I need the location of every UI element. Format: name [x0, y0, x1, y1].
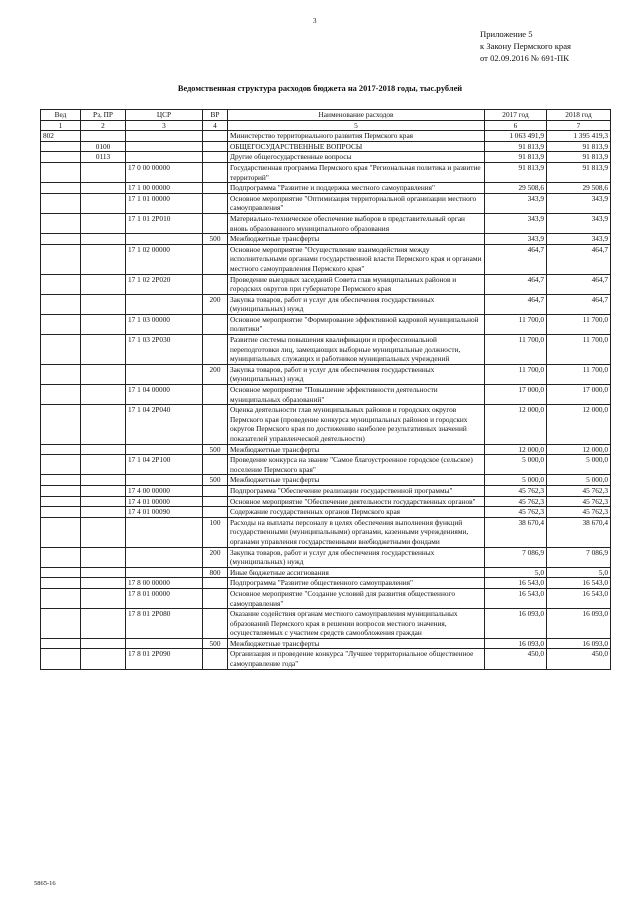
table-row: [41, 649, 611, 669]
cell-rz-pr: [81, 455, 126, 475]
table-row: [41, 141, 611, 152]
cell-ved: [41, 234, 81, 245]
cell-2017: 16 093,0: [485, 638, 547, 649]
cell-name: Оценка деятельности глав муниципальных районов и городских округов Пермского края (проведение конкурса муниципальных районов и городских округов Пермского края по достижению наиболее результативных значений показателей управленческой деятельности): [228, 405, 485, 444]
cell-vr: 500: [203, 444, 228, 455]
cell-name: Подпрограмма "Развитие общественного самоуправления": [228, 578, 485, 589]
cell-2018: 38 670,4: [547, 517, 611, 547]
cell-name: Межбюджетные трансферты: [228, 444, 485, 455]
cell-csr: [126, 152, 203, 163]
cell-csr: 17 4 01 00000: [126, 496, 203, 507]
table-row: [41, 274, 611, 294]
cell-name: Проведение выездных заседаний Совета глав муниципальных районов и городских округов при губернаторе Пермского края: [228, 274, 485, 294]
cell-2017: 343,9: [485, 213, 547, 233]
cell-csr: 17 1 04 2Р040: [126, 405, 203, 444]
cell-csr: 17 1 00 00000: [126, 183, 203, 194]
cell-vr: [203, 131, 228, 142]
cell-rz-pr: [81, 213, 126, 233]
cell-rz-pr: [81, 567, 126, 578]
cell-rz-pr: [81, 314, 126, 334]
cell-vr: 500: [203, 638, 228, 649]
cell-name: Подпрограмма "Обеспечение реализации государственной программы": [228, 485, 485, 496]
cell-2018: 1 395 419,3: [547, 131, 611, 142]
cell-csr: [126, 567, 203, 578]
appendix-block: [480, 28, 571, 64]
cell-2018: 11 700,0: [547, 314, 611, 334]
cell-2017: 29 508,6: [485, 183, 547, 194]
cell-2018: 91 813,9: [547, 141, 611, 152]
cell-name: Другие общегосударственные вопросы: [228, 152, 485, 163]
cell-csr: 17 1 02 2Р020: [126, 274, 203, 294]
cell-2018: 464,7: [547, 244, 611, 274]
cell-name: Развитие системы повышения квалификации и профессиональной переподготовки лиц, замещающих выборные муниципальные должности, муниципальных служащих и работников муниципальных учреждений: [228, 335, 485, 365]
table-row: [41, 547, 611, 567]
cell-2017: 464,7: [485, 294, 547, 314]
cell-rz-pr: [81, 638, 126, 649]
cell-ved: [41, 455, 81, 475]
column-number: 1: [41, 120, 81, 131]
cell-rz-pr: [81, 547, 126, 567]
cell-rz-pr: [81, 131, 126, 142]
cell-vr: [203, 335, 228, 365]
cell-vr: [203, 162, 228, 182]
cell-2017: 12 000,0: [485, 405, 547, 444]
cell-2018: 11 700,0: [547, 364, 611, 384]
cell-vr: [203, 141, 228, 152]
cell-vr: [203, 274, 228, 294]
cell-csr: 17 1 04 2Р100: [126, 455, 203, 475]
cell-ved: [41, 162, 81, 182]
document-title: Ведомственная структура расходов бюджета на 2017-2018 годы, тыс.рублей: [177, 84, 463, 93]
cell-2017: 45 762,3: [485, 496, 547, 507]
cell-rz-pr: 0113: [81, 152, 126, 163]
cell-csr: [126, 638, 203, 649]
cell-2018: 5,0: [547, 567, 611, 578]
table-row: [41, 444, 611, 455]
cell-csr: [126, 141, 203, 152]
header-row: [41, 110, 611, 121]
cell-2018: 11 700,0: [547, 335, 611, 365]
cell-2017: 5 000,0: [485, 455, 547, 475]
cell-rz-pr: [81, 578, 126, 589]
cell-rz-pr: [81, 244, 126, 274]
cell-csr: 17 8 00 00000: [126, 578, 203, 589]
cell-ved: [41, 638, 81, 649]
cell-ved: [41, 547, 81, 567]
cell-ved: 802: [41, 131, 81, 142]
column-number: 3: [126, 120, 203, 131]
cell-2017: 450,0: [485, 649, 547, 669]
table-row: [41, 517, 611, 547]
cell-2017: 45 762,3: [485, 507, 547, 518]
cell-vr: 800: [203, 567, 228, 578]
cell-2018: 343,9: [547, 234, 611, 245]
cell-2017: 1 063 491,9: [485, 131, 547, 142]
cell-2017: 16 543,0: [485, 578, 547, 589]
cell-vr: 200: [203, 547, 228, 567]
column-number: 2: [81, 120, 126, 131]
table-row: [41, 364, 611, 384]
footer-code: 5865-16: [34, 880, 56, 887]
table-row: [41, 152, 611, 163]
cell-csr: [126, 364, 203, 384]
cell-csr: 17 8 01 2Р090: [126, 649, 203, 669]
cell-rz-pr: [81, 475, 126, 486]
cell-name: Межбюджетные трансферты: [228, 234, 485, 245]
table-row: [41, 244, 611, 274]
table-row: [41, 609, 611, 639]
cell-2018: 12 000,0: [547, 444, 611, 455]
cell-ved: [41, 364, 81, 384]
table-row: [41, 455, 611, 475]
cell-vr: [203, 152, 228, 163]
cell-2017: 464,7: [485, 244, 547, 274]
table-row: [41, 567, 611, 578]
cell-csr: [126, 517, 203, 547]
cell-ved: [41, 578, 81, 589]
cell-2017: 7 086,9: [485, 547, 547, 567]
cell-csr: 17 1 03 2Р030: [126, 335, 203, 365]
cell-csr: 17 1 03 00000: [126, 314, 203, 334]
table-row: [41, 213, 611, 233]
cell-ved: [41, 335, 81, 365]
cell-rz-pr: [81, 364, 126, 384]
cell-ved: [41, 649, 81, 669]
cell-ved: [41, 485, 81, 496]
cell-rz-pr: [81, 193, 126, 213]
cell-2017: 343,9: [485, 234, 547, 245]
cell-vr: [203, 609, 228, 639]
table-row: [41, 588, 611, 608]
budget-table: [40, 109, 611, 670]
table-row: [41, 294, 611, 314]
column-number: 5: [228, 120, 485, 131]
cell-ved: [41, 385, 81, 405]
cell-2018: 343,9: [547, 213, 611, 233]
cell-2017: 11 700,0: [485, 314, 547, 334]
cell-2018: 343,9: [547, 193, 611, 213]
header-csr: ЦСР: [126, 110, 203, 121]
cell-csr: 17 8 01 2Р080: [126, 609, 203, 639]
cell-2018: 45 762,3: [547, 496, 611, 507]
header-2017: 2017 год: [485, 110, 547, 121]
table-row: [41, 183, 611, 194]
cell-ved: [41, 405, 81, 444]
cell-rz-pr: [81, 609, 126, 639]
cell-csr: [126, 444, 203, 455]
table-row: [41, 496, 611, 507]
cell-ved: [41, 183, 81, 194]
cell-2018: 91 813,9: [547, 162, 611, 182]
cell-2017: 17 000,0: [485, 385, 547, 405]
cell-2018: 17 000,0: [547, 385, 611, 405]
cell-name: Организация и проведение конкурса "Лучшее территориальное общественное самоуправление года": [228, 649, 485, 669]
cell-rz-pr: [81, 234, 126, 245]
cell-rz-pr: [81, 496, 126, 507]
appendix-line-1: Приложение 5: [480, 29, 533, 39]
cell-name: Основное мероприятие "Обеспечение деятельности государственных органов": [228, 496, 485, 507]
cell-vr: [203, 496, 228, 507]
cell-vr: 200: [203, 364, 228, 384]
cell-csr: [126, 475, 203, 486]
cell-vr: [203, 578, 228, 589]
cell-name: Оказание содействия органам местного самоуправления муниципальных образований Пермского края в решении вопросов местного значения, осуществляемых с участием средств самообложения граждан: [228, 609, 485, 639]
cell-ved: [41, 141, 81, 152]
header-vr: ВР: [203, 110, 228, 121]
cell-vr: [203, 485, 228, 496]
cell-rz-pr: 0100: [81, 141, 126, 152]
table-row: [41, 162, 611, 182]
cell-ved: [41, 588, 81, 608]
cell-2017: 38 670,4: [485, 517, 547, 547]
cell-rz-pr: [81, 588, 126, 608]
cell-vr: [203, 507, 228, 518]
cell-name: Государственная программа Пермского края "Региональная политика и развитие территорий": [228, 162, 485, 182]
cell-rz-pr: [81, 405, 126, 444]
cell-vr: [203, 455, 228, 475]
cell-vr: [203, 213, 228, 233]
cell-rz-pr: [81, 444, 126, 455]
cell-csr: [126, 294, 203, 314]
cell-name: Межбюджетные трансферты: [228, 475, 485, 486]
cell-rz-pr: [81, 485, 126, 496]
cell-rz-pr: [81, 517, 126, 547]
cell-2018: 16 543,0: [547, 578, 611, 589]
cell-csr: 17 4 00 00000: [126, 485, 203, 496]
table-row: [41, 385, 611, 405]
cell-vr: [203, 193, 228, 213]
cell-2018: 7 086,9: [547, 547, 611, 567]
cell-ved: [41, 517, 81, 547]
cell-csr: 17 1 02 00000: [126, 244, 203, 274]
cell-2018: 91 813,9: [547, 152, 611, 163]
cell-csr: [126, 234, 203, 245]
cell-2018: 45 762,3: [547, 485, 611, 496]
cell-2017: 91 813,9: [485, 141, 547, 152]
cell-2017: 16 093,0: [485, 609, 547, 639]
cell-vr: 500: [203, 234, 228, 245]
cell-ved: [41, 193, 81, 213]
cell-ved: [41, 496, 81, 507]
cell-vr: [203, 183, 228, 194]
cell-csr: 17 1 01 00000: [126, 193, 203, 213]
cell-2017: 11 700,0: [485, 335, 547, 365]
cell-2018: 450,0: [547, 649, 611, 669]
cell-2017: 16 543,0: [485, 588, 547, 608]
table-row: [41, 475, 611, 486]
cell-2017: 5 000,0: [485, 475, 547, 486]
cell-csr: 17 1 01 2Р010: [126, 213, 203, 233]
cell-vr: [203, 314, 228, 334]
cell-name: ОБЩЕГОСУДАРСТВЕННЫЕ ВОПРОСЫ: [228, 141, 485, 152]
cell-rz-pr: [81, 335, 126, 365]
cell-rz-pr: [81, 649, 126, 669]
cell-name: Межбюджетные трансферты: [228, 638, 485, 649]
cell-csr: [126, 547, 203, 567]
cell-ved: [41, 244, 81, 274]
cell-name: Закупка товаров, работ и услуг для обеспечения государственных (муниципальных) нужд: [228, 294, 485, 314]
cell-name: Подпрограмма "Развитие и поддержка местного самоуправления": [228, 183, 485, 194]
cell-2017: 5,0: [485, 567, 547, 578]
cell-vr: 200: [203, 294, 228, 314]
cell-rz-pr: [81, 274, 126, 294]
cell-ved: [41, 314, 81, 334]
cell-ved: [41, 609, 81, 639]
table-row: [41, 507, 611, 518]
cell-ved: [41, 475, 81, 486]
column-number-row: [41, 120, 611, 131]
cell-name: Расходы на выплаты персоналу в целях обеспечения выполнения функций государственными (муниципальными) органами, казенными учреждениями, органами управления государственными внебюджетными фондами: [228, 517, 485, 547]
cell-ved: [41, 152, 81, 163]
cell-vr: [203, 385, 228, 405]
cell-rz-pr: [81, 507, 126, 518]
column-number: 7: [547, 120, 611, 131]
header-rz-pr: Рз, ПР: [81, 110, 126, 121]
appendix-line-2: к Закону Пермского края: [480, 41, 571, 51]
cell-name: Основное мероприятие "Оптимизация территориальной организации местного самоуправления": [228, 193, 485, 213]
cell-name: Основное мероприятие "Создание условий для развития общественного самоуправления": [228, 588, 485, 608]
cell-name: Содержание государственных органов Пермского края: [228, 507, 485, 518]
header-2018: 2018 год: [547, 110, 611, 121]
table-row: [41, 638, 611, 649]
cell-ved: [41, 444, 81, 455]
cell-rz-pr: [81, 183, 126, 194]
cell-ved: [41, 274, 81, 294]
cell-2018: 464,7: [547, 274, 611, 294]
cell-vr: 500: [203, 475, 228, 486]
table-row: [41, 131, 611, 142]
cell-2018: 5 000,0: [547, 455, 611, 475]
cell-rz-pr: [81, 294, 126, 314]
cell-ved: [41, 213, 81, 233]
table-row: [41, 193, 611, 213]
table-row: [41, 578, 611, 589]
cell-ved: [41, 294, 81, 314]
cell-csr: 17 4 01 00090: [126, 507, 203, 518]
cell-csr: 17 0 00 00000: [126, 162, 203, 182]
column-number: 6: [485, 120, 547, 131]
cell-2018: 5 000,0: [547, 475, 611, 486]
cell-name: Основное мероприятие "Осуществление взаимодействия между исполнительными органами государственной власти Пермского края и органами местного самоуправления Пермского края": [228, 244, 485, 274]
table-row: [41, 485, 611, 496]
cell-ved: [41, 567, 81, 578]
cell-name: Закупка товаров, работ и услуг для обеспечения государственных (муниципальных) нужд: [228, 547, 485, 567]
cell-vr: [203, 649, 228, 669]
cell-2017: 11 700,0: [485, 364, 547, 384]
page-mark: 3: [313, 17, 317, 25]
cell-name: Проведение конкурса на звание "Самое благоустроенное городское (сельское) поселение Пермского края": [228, 455, 485, 475]
header-name: Наименование расходов: [228, 110, 485, 121]
column-number: 4: [203, 120, 228, 131]
cell-vr: 100: [203, 517, 228, 547]
header-ved: Вед: [41, 110, 81, 121]
cell-vr: [203, 244, 228, 274]
cell-2017: 343,9: [485, 193, 547, 213]
cell-2017: 91 813,9: [485, 152, 547, 163]
cell-name: Материально-техническое обеспечение выборов в представительный орган вновь образованного муниципального образования: [228, 213, 485, 233]
cell-2018: 16 093,0: [547, 609, 611, 639]
cell-vr: [203, 405, 228, 444]
cell-2018: 464,7: [547, 294, 611, 314]
cell-name: Закупка товаров, работ и услуг для обеспечения государственных (муниципальных) нужд: [228, 364, 485, 384]
cell-csr: 17 1 04 00000: [126, 385, 203, 405]
cell-2018: 16 093,0: [547, 638, 611, 649]
cell-name: Иные бюджетные ассигнования: [228, 567, 485, 578]
cell-rz-pr: [81, 385, 126, 405]
cell-name: Основное мероприятие "Повышение эффективности деятельности муниципальных образований": [228, 385, 485, 405]
cell-2018: 16 543,0: [547, 588, 611, 608]
cell-csr: 17 8 01 00000: [126, 588, 203, 608]
cell-2017: 45 762,3: [485, 485, 547, 496]
table-row: [41, 234, 611, 245]
table-body: [41, 131, 611, 669]
cell-2017: 12 000,0: [485, 444, 547, 455]
cell-csr: [126, 131, 203, 142]
cell-2017: 91 813,9: [485, 162, 547, 182]
table-row: [41, 314, 611, 334]
cell-vr: [203, 588, 228, 608]
table-row: [41, 335, 611, 365]
cell-rz-pr: [81, 162, 126, 182]
cell-2017: 464,7: [485, 274, 547, 294]
cell-name: Министерство территориального развития Пермского края: [228, 131, 485, 142]
cell-ved: [41, 507, 81, 518]
cell-2018: 29 508,6: [547, 183, 611, 194]
cell-name: Основное мероприятие "Формирование эффективной кадровой муниципальной политики": [228, 314, 485, 334]
cell-2018: 45 762,3: [547, 507, 611, 518]
table-row: [41, 405, 611, 444]
appendix-line-3: от 02.09.2016 № 691-ПК: [480, 53, 569, 63]
cell-2018: 12 000,0: [547, 405, 611, 444]
